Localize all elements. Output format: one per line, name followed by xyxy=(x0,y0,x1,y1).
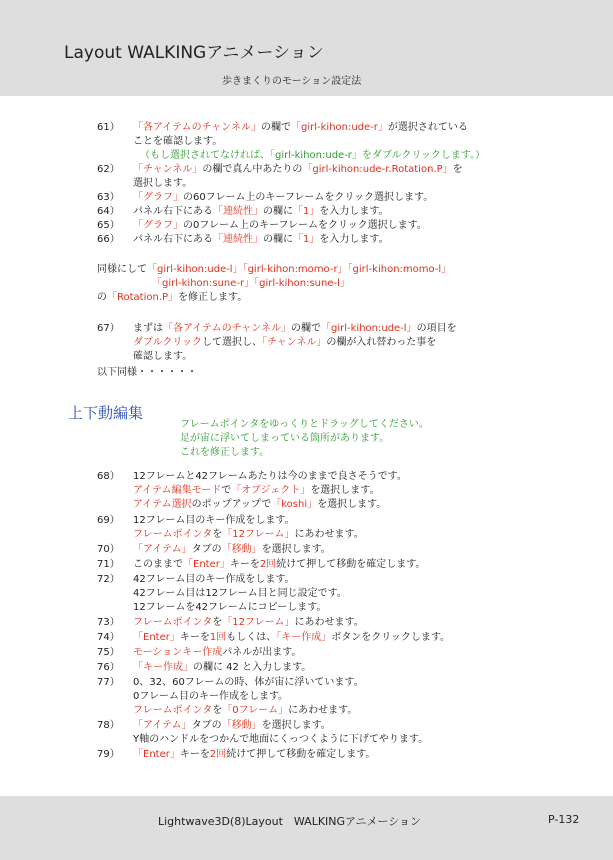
step-67-cont2: 確認します。 xyxy=(133,351,193,362)
text: を選択します。 xyxy=(261,720,331,731)
highlight: 「12フレーム」 xyxy=(222,529,295,540)
step-number: 73） xyxy=(97,617,120,628)
step-76 xyxy=(97,661,311,674)
text: を xyxy=(212,617,223,628)
text: の xyxy=(97,292,107,303)
highlight: フレームポインタ xyxy=(133,529,213,540)
step-number: 76） xyxy=(97,662,120,673)
step-number: 61） xyxy=(97,122,120,133)
highlight: 「Enter」 xyxy=(133,749,180,760)
text: を入力します。 xyxy=(319,206,389,217)
text: 続けて押して移動を確定します。 xyxy=(276,559,426,570)
text: このままで xyxy=(133,559,183,570)
text: の欄で xyxy=(291,323,321,334)
highlight: 「12フレーム」 xyxy=(222,617,295,628)
step-72-cont2: 12フレームを42フレームにコピーします。 xyxy=(133,602,327,613)
text: を修正します。 xyxy=(178,292,248,303)
text: パネル右下にある xyxy=(133,234,213,245)
step-62 xyxy=(97,163,463,176)
step-number: 75） xyxy=(97,647,120,658)
text: の60フレーム上のキーフレームをクリック選択します。 xyxy=(183,192,434,203)
step-61 xyxy=(97,121,468,134)
text: パネルが出ます。 xyxy=(222,647,302,658)
text: タブの xyxy=(191,544,222,555)
highlight: 「チャンネル」 xyxy=(133,164,203,175)
step-number: 71） xyxy=(97,559,120,570)
text: 同様にして xyxy=(97,264,147,275)
step-77-cont2 xyxy=(133,704,357,717)
step-70 xyxy=(97,543,331,556)
text: を選択します。 xyxy=(261,544,331,555)
text: の0フレーム上のキーフレームをクリック選択します。 xyxy=(183,220,427,231)
text: キーを xyxy=(179,749,210,760)
same-line-2: 「girl-kihon:sune-r」「girl-kihon:sune-l」 xyxy=(152,278,350,289)
highlight: 「アイテム」 xyxy=(133,720,192,731)
highlight: 「オブジェクト」 xyxy=(231,485,311,496)
step-number: 66） xyxy=(97,234,120,245)
highlight: 「各アイテムのチャンネル」 xyxy=(133,122,261,133)
step-75 xyxy=(97,646,301,659)
step-number: 74） xyxy=(97,632,120,643)
text: を選択します。 xyxy=(317,499,387,510)
step-number: 67） xyxy=(97,323,120,334)
text: パネル右下にある xyxy=(133,206,213,217)
text: にあわせます。 xyxy=(294,529,364,540)
step-72-cont: 42フレーム目は12フレーム目と同じ設定です。 xyxy=(133,588,347,599)
text: が選択されている xyxy=(387,122,468,133)
step-78-cont: Y軸のハンドルをつかんで地面にくっつくように下げてやります。 xyxy=(133,734,429,745)
highlight: 「koshi」 xyxy=(271,499,318,510)
same-line-3 xyxy=(97,291,247,304)
step-number: 68） xyxy=(97,471,120,482)
highlight: 2回 xyxy=(209,749,227,760)
highlight: 「アイテム」 xyxy=(133,544,192,555)
text: のポップアップで xyxy=(191,499,272,510)
text: 12フレームと42フレームあたりは今のままで良さそうです。 xyxy=(133,471,407,482)
step-61-cont: ことを確認します。 xyxy=(133,136,223,147)
highlight: 「連続性」 xyxy=(213,206,263,217)
step-79 xyxy=(97,748,375,761)
highlight: 「チャンネル」 xyxy=(262,337,327,348)
text: を xyxy=(212,705,223,716)
highlight: 「移動」 xyxy=(221,544,262,555)
step-66 xyxy=(97,233,389,246)
step-78 xyxy=(97,719,331,732)
highlight: 1回 xyxy=(209,632,227,643)
step-number: 62） xyxy=(97,164,120,175)
text: 0、32、60フレームの時、体が宙に浮いています。 xyxy=(133,677,364,688)
page-subtitle: 歩きまくりのモーション設定法 xyxy=(222,76,362,87)
highlight: 「1」 xyxy=(293,234,320,245)
highlight: 「girl-kihon:ude-l」「girl-kihon:momo-r」「girl-kihon:momo-l」 xyxy=(147,264,452,275)
step-69-cont xyxy=(133,528,364,541)
step-74 xyxy=(97,631,450,644)
page-footer xyxy=(0,796,613,860)
text: 続けて押して移動を確定します。 xyxy=(226,749,376,760)
highlight: 「移動」 xyxy=(221,720,262,731)
text: キーを xyxy=(229,559,260,570)
footer-title: Lightwave3D(8)Layout WALKINGアニメーション xyxy=(158,815,422,828)
text: を xyxy=(452,164,463,175)
text: 12フレーム目のキー作成をします。 xyxy=(133,515,295,526)
section-note-1: フレームポインタをゆっくりとドラッグしてください。 xyxy=(180,419,429,430)
text: ボタンをクリックします。 xyxy=(331,632,451,643)
step-73 xyxy=(97,616,364,629)
text: の欄で真ん中あたりの xyxy=(202,164,303,175)
step-71 xyxy=(97,558,425,571)
step-number: 65） xyxy=(97,220,120,231)
step-77 xyxy=(97,676,364,689)
text: の項目を xyxy=(416,323,457,334)
section-note-2: 足が宙に浮いてしまっている箇所があります。 xyxy=(180,433,390,444)
text: まずは xyxy=(133,323,163,334)
step-number: 64） xyxy=(97,206,120,217)
text: で xyxy=(221,485,232,496)
step-64 xyxy=(97,205,389,218)
section-note-3: これを修正します。 xyxy=(180,447,270,458)
step-number: 78） xyxy=(97,720,120,731)
and-so-on: 以下同様・・・・・・ xyxy=(97,367,197,378)
text: もしくは、 xyxy=(226,632,277,643)
text: を入力します。 xyxy=(319,234,389,245)
highlight: 「Enter」 xyxy=(133,632,180,643)
text: タブの xyxy=(191,720,222,731)
highlight: 「girl-kihon:ude-l」 xyxy=(321,323,417,334)
highlight: 「girl-kihon:ude-r」 xyxy=(291,122,388,133)
highlight: モーションキー作成 xyxy=(133,647,223,658)
highlight: 「Rotation.P」 xyxy=(107,292,179,303)
step-63 xyxy=(97,191,433,204)
text: キーを xyxy=(179,632,210,643)
text: の欄が入れ替わった事を xyxy=(326,337,437,348)
page-number: P-132 xyxy=(548,813,580,826)
highlight: 「グラフ」 xyxy=(133,192,183,203)
step-65 xyxy=(97,219,427,232)
step-69 xyxy=(97,514,295,527)
text: を xyxy=(212,529,223,540)
text: を選択します。 xyxy=(310,485,380,496)
page-title: Layout WALKINGアニメーション xyxy=(64,43,324,63)
step-77-cont: 0フレーム目のキー作成をします。 xyxy=(133,691,289,702)
step-68-cont xyxy=(133,484,380,497)
step-67 xyxy=(97,322,457,335)
step-62-cont: 選択します。 xyxy=(133,178,193,189)
highlight: 「キー作成」 xyxy=(276,632,332,643)
step-68 xyxy=(97,470,407,483)
text: にあわせます。 xyxy=(294,617,364,628)
highlight: 「1」 xyxy=(293,206,320,217)
same-line-1 xyxy=(97,263,451,276)
text: の欄に 42 と入力します。 xyxy=(193,662,312,673)
step-number: 77） xyxy=(97,677,120,688)
text: にあわせます。 xyxy=(288,705,358,716)
highlight: フレームポインタ xyxy=(133,705,213,716)
step-61-note: （もし選択されてなければ、「girl-kihon:ude-r」をダブルクリックします。） xyxy=(140,150,486,161)
step-number: 72） xyxy=(97,574,120,585)
highlight: 2回 xyxy=(259,559,277,570)
step-68-cont2 xyxy=(133,498,386,511)
page-header xyxy=(0,0,613,96)
step-number: 69） xyxy=(97,515,120,526)
text: の欄で xyxy=(261,122,291,133)
highlight: ダブルクリック xyxy=(133,337,202,348)
text: 42フレーム目のキー作成をします。 xyxy=(133,574,295,585)
step-67-cont xyxy=(133,336,436,349)
highlight: 「キー作成」 xyxy=(133,662,193,673)
step-number: 63） xyxy=(97,192,120,203)
step-number: 79） xyxy=(97,749,120,760)
section-heading: 上下動編集 xyxy=(68,404,144,422)
highlight: 「各アイテムのチャンネル」 xyxy=(163,323,291,334)
highlight: フレームポインタ xyxy=(133,617,213,628)
highlight: 「グラフ」 xyxy=(133,220,183,231)
text: して選択し、 xyxy=(202,337,262,348)
highlight: 「0フレーム」 xyxy=(222,705,289,716)
highlight: アイテム選択 xyxy=(133,499,192,510)
highlight: 「girl-kihon:ude-r.Rotation.P」 xyxy=(302,164,453,175)
highlight: アイテム編集モード xyxy=(133,485,222,496)
text: の欄に xyxy=(263,206,293,217)
text: の欄に xyxy=(263,234,293,245)
step-number: 70） xyxy=(97,544,120,555)
step-72 xyxy=(97,573,295,586)
highlight: 「Enter」 xyxy=(183,559,230,570)
highlight: 「連続性」 xyxy=(213,234,263,245)
